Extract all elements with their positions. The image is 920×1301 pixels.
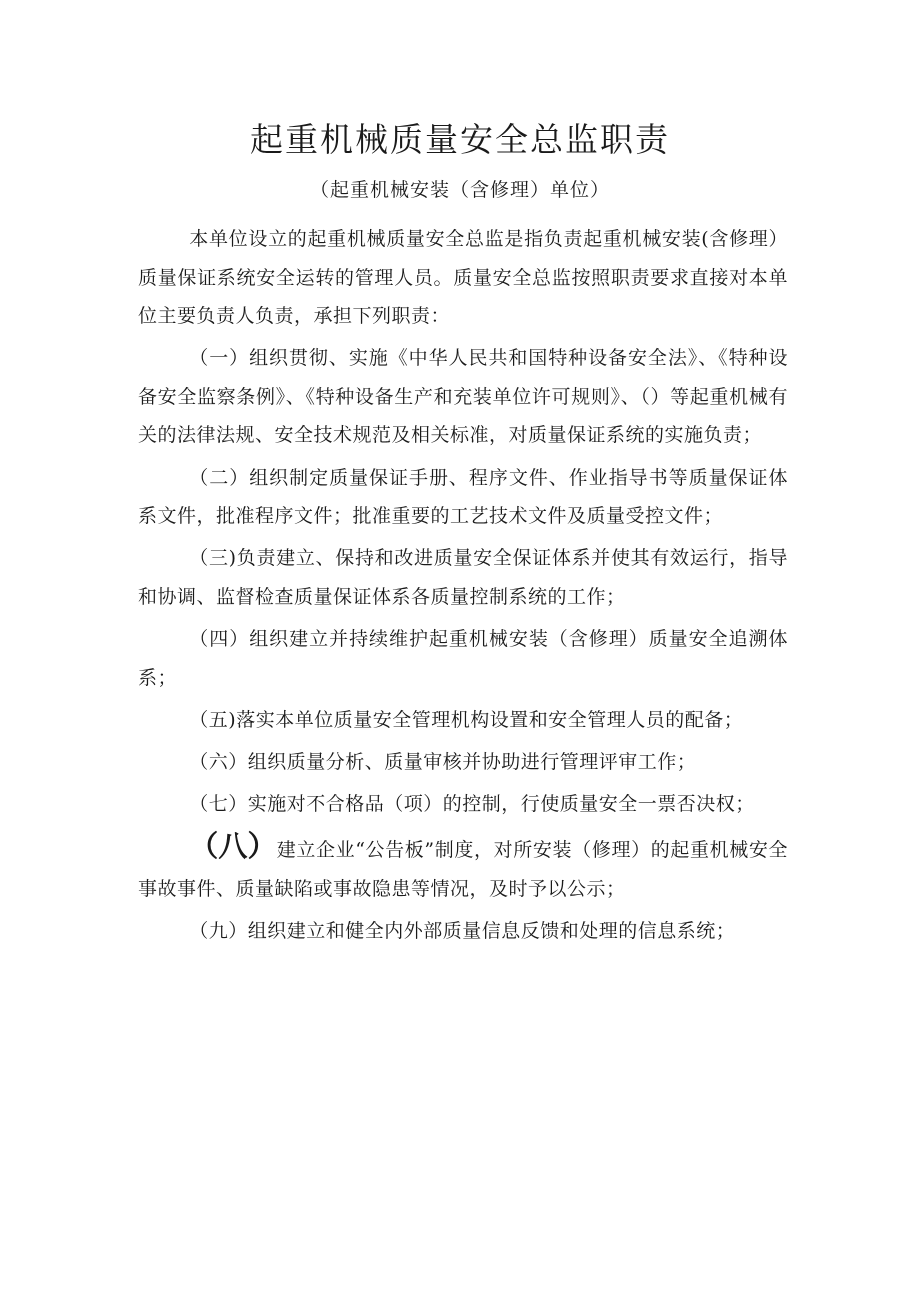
duty-item-5: （五)落实本单位质量安全管理机构设置和安全管理人员的配备；	[189, 708, 744, 731]
duty-item-9: （九）组织建立和健全内外部质量信息反馈和处理的信息系统；	[189, 919, 736, 942]
duty-item-8	[138, 827, 788, 908]
duty-item-8-text: 建立企业“公告板”制度，对所安装（修理）的起重机械安全事故事件、质量缺陷或事故隐患等情况，及时予以公示；	[138, 838, 788, 900]
duty-item-1: （一）组织贯彻、实施《中华人民共和国特种设备安全法》、《特种设备安全监察条例》、《特种设备生产和充装单位许可规则》、（）等起重机械有关的法律法规、安全技术规范及相关标准，对质量保证系统的实施负责；	[138, 347, 788, 447]
duty-item-6: （六）组织质量分析、质量审核并协助进行管理评审工作；	[189, 750, 697, 773]
document-subtitle: （起重机械安装（含修理）单位）	[309, 179, 610, 201]
intro-paragraph: 本单位设立的起重机械质量安全总监是指负责起重机械安装(含修理）质量保证系统安全运转的管理人员。质量安全总监按照职责要求直接对本单位主要负责人负责，承担下列职责：	[138, 228, 788, 328]
document-body	[138, 220, 788, 954]
duty-item-2: （二）组织制定质量保证手册、程序文件、作业指导书等质量保证体系文件，批准程序文件；批准重要的工艺技术文件及质量受控文件；	[138, 466, 788, 528]
document-title: 起重机械质量安全总监职责	[250, 120, 670, 159]
duty-item-3: （三)负责建立、保持和改进质量安全保证体系并使其有效运行，指导和协调、监督检查质量保证体系各质量控制系统的工作；	[138, 547, 788, 608]
duty-item-8-number: （八）	[189, 828, 277, 863]
duty-item-4: （四）组织建立并持续维护起重机械安装（含修理）质量安全追溯体系；	[138, 627, 788, 689]
duty-item-7: （七）实施对不合格品（项）的控制，行使质量安全一票否决权；	[189, 792, 755, 815]
